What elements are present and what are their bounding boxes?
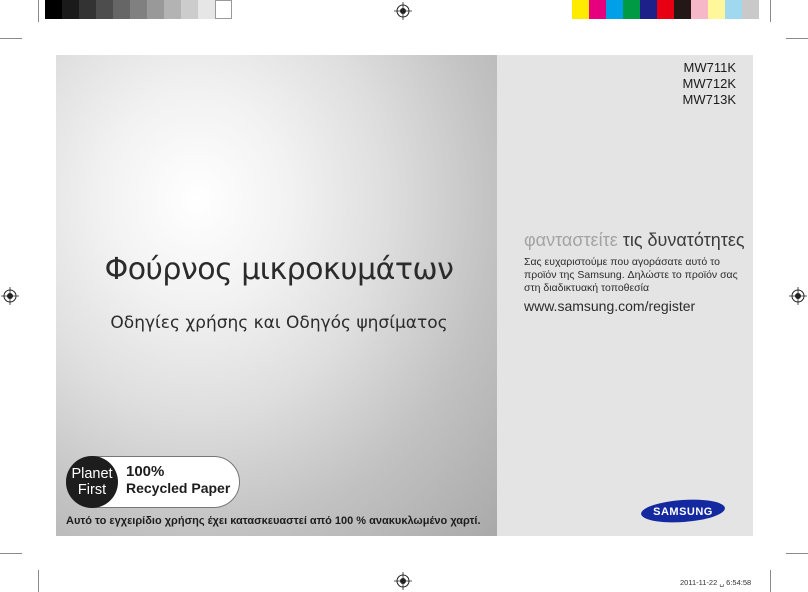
color-swatch [45, 0, 62, 19]
color-swatch [147, 0, 164, 19]
color-swatch [691, 0, 708, 19]
recycled-percent: 100% [126, 463, 165, 480]
color-swatch [62, 0, 79, 19]
document-subtitle: Οδηγίες χρήσης και Οδηγός ψησίματος [110, 313, 448, 333]
recycled-paper-text [126, 464, 230, 496]
model-number: MW713K [682, 92, 736, 107]
samsung-logo [640, 498, 726, 524]
crop-mark [38, 570, 39, 592]
color-swatch [113, 0, 130, 19]
registration-mark-icon [394, 2, 412, 20]
crop-mark [0, 553, 22, 554]
registration-mark-icon [1, 287, 19, 305]
tagline-dark: τις δυνατότητες [622, 230, 745, 250]
grayscale-color-bar [45, 0, 232, 19]
color-swatch [742, 0, 759, 19]
tagline-light: φανταστείτε [524, 230, 618, 250]
print-timestamp: 2011-11-22 ␣ 6:54:58 [680, 578, 752, 587]
process-color-bar [572, 0, 759, 19]
color-swatch [674, 0, 691, 19]
registration-text: Σας ευχαριστούμε που αγοράσατε αυτό το προϊόν της Samsung. Δηλώστε το προϊόν σας στη διαδικτυακή τοποθεσία [524, 256, 738, 294]
recycled-paper-footnote: Αυτό το εγχειρίδιο χρήσης έχει κατασκευαστεί από 100 % ανακυκλωμένο χαρτί. [66, 515, 481, 527]
color-swatch [96, 0, 113, 19]
model-list [683, 60, 736, 108]
crop-mark [38, 0, 39, 22]
crop-mark [786, 553, 808, 554]
color-swatch [725, 0, 742, 19]
crop-mark [770, 570, 771, 592]
color-swatch [606, 0, 623, 19]
color-swatch [198, 0, 215, 19]
color-swatch [215, 0, 232, 19]
color-swatch [79, 0, 96, 19]
tagline [524, 230, 745, 251]
color-swatch [589, 0, 606, 19]
registration-mark-icon [789, 287, 807, 305]
crop-mark [0, 38, 22, 39]
planet-first-logo [66, 456, 118, 508]
color-swatch [640, 0, 657, 19]
model-number: MW711K [683, 60, 736, 75]
color-swatch [130, 0, 147, 19]
registration-mark-icon [394, 572, 412, 590]
color-swatch [164, 0, 181, 19]
model-number: MW712K [682, 76, 736, 91]
brand-name: SAMSUNG [653, 506, 713, 518]
planet-first-line1: Planet [71, 466, 113, 482]
crop-mark [786, 38, 808, 39]
color-swatch [572, 0, 589, 19]
color-swatch [623, 0, 640, 19]
planet-first-line2: First [77, 482, 107, 498]
crop-mark [770, 0, 771, 22]
color-swatch [657, 0, 674, 19]
color-swatch [708, 0, 725, 19]
recycled-label: Recycled Paper [126, 480, 231, 496]
document-title: Φούρνος μικροκυμάτων [104, 252, 454, 287]
register-link[interactable]: www.samsung.com/register [524, 298, 696, 314]
color-swatch [181, 0, 198, 19]
cover-side-panel [497, 55, 753, 536]
